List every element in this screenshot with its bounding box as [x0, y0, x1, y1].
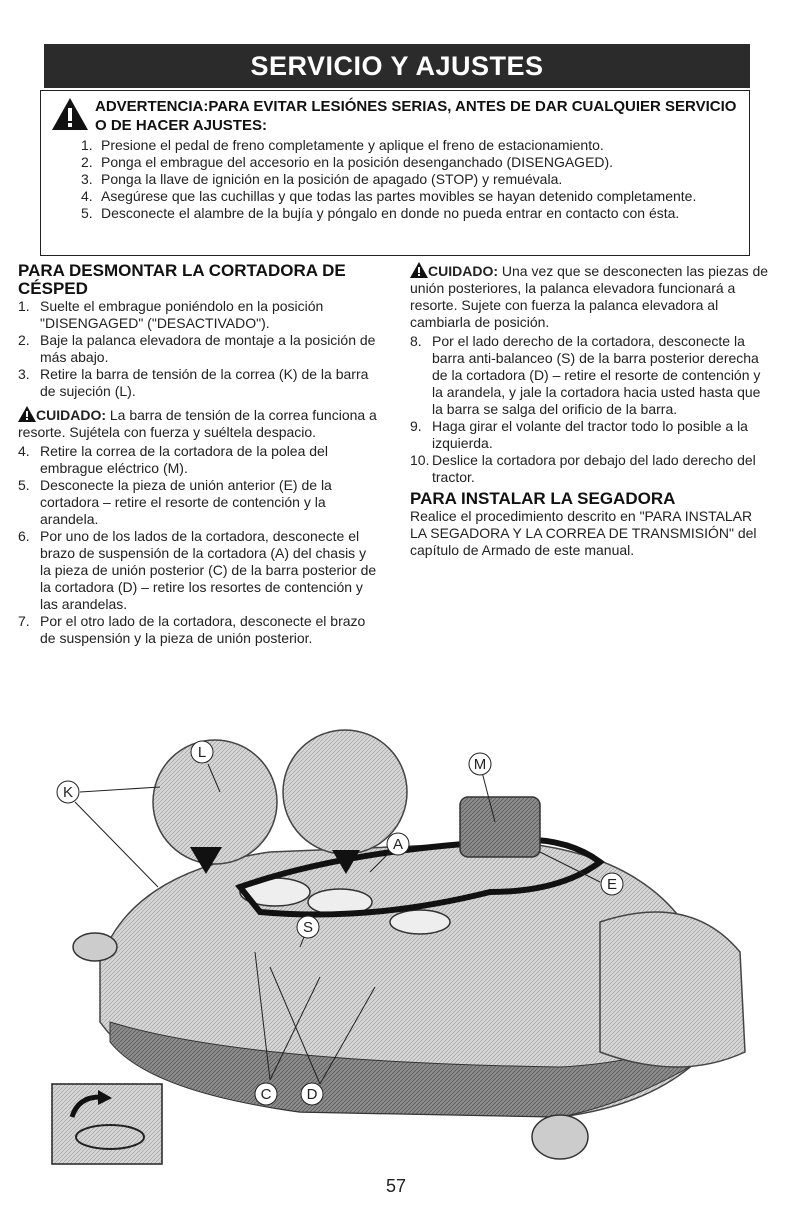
svg-text:E: E	[606, 876, 618, 893]
detail-circle-right	[283, 730, 407, 854]
caution-note-2: CUIDADO: Una vez que se desconecten las piezas de unión posteriores, la palanca elevadora funcionará a resorte. Sujete con fuerza la palanca elevadora al cambiarla de posición.	[410, 263, 769, 330]
discharge-chute	[600, 912, 745, 1067]
svg-text:C: C	[260, 1086, 272, 1103]
install-text: Realice el procedimiento descrito en "PARA INSTALAR LA SEGADORA Y LA CORREA DE TRANSMISIÓN" del capítulo de Armado de este manual.	[410, 508, 757, 558]
warning-item: 1. Presione el pedal de freno completamente y aplique el freno de estacionamiento.	[81, 137, 604, 153]
svg-text:L: L	[197, 744, 207, 761]
warning-item: 3. Ponga la llave de ignición en la posición de apagado (STOP) y remuévala.	[81, 171, 563, 187]
right-column	[410, 262, 770, 559]
step-item: 2. Baje la palanca elevadora de montaje a la posición de más abajo.	[18, 332, 376, 365]
step-item: 6. Por uno de los lados de la cortadora, desconecte el brazo de suspensión de la cortadora (A) del chasis y la pieza de unión posterior (C) de la barra posterior de la cortadora (D) – retire los resortes de contención y las arandelas.	[18, 528, 377, 612]
step-item: 1. Suelte el embrague poniéndolo en la posición "DISENGAGED" ("DESACTIVADO").	[18, 298, 324, 331]
remove-steps-a	[18, 298, 378, 400]
step-item: 3. Retire la barra de tensión de la correa (K) de la barra de sujeción (L).	[18, 366, 369, 399]
remove-heading: PARA DESMONTAR LA CORTADORA DE CÉSPED	[18, 261, 346, 298]
callout-D	[301, 1083, 323, 1105]
callout-M	[469, 753, 491, 775]
pulley-right	[390, 910, 450, 934]
deck-wheel-left	[73, 933, 117, 961]
mower-deck-figure	[40, 722, 752, 1172]
detail-circle-left	[153, 740, 277, 864]
step-item: 10. Deslice la cortadora por debajo del lado derecho del tractor.	[410, 452, 756, 485]
warning-triangle-icon	[51, 97, 89, 131]
caution-note-1: CUIDADO: La barra de tensión de la correa funciona a resorte. Sujétela con fuerza y suéltela despacio.	[18, 407, 377, 440]
svg-text:A: A	[392, 836, 404, 853]
step-item: 8. Por el lado derecho de la cortadora, desconecte la barra anti-balanceo (S) de la barra posterior derecha de la cortadora (D) – retire el resorte de contención y la arandela, y jale la cortadora hacia usted hasta que la barra se salga del orificio de la barra.	[410, 333, 761, 417]
svg-text:K: K	[62, 784, 74, 801]
remove-steps-b	[18, 443, 378, 647]
electric-clutch	[460, 797, 540, 857]
warning-list	[81, 137, 749, 222]
section-banner	[44, 44, 750, 88]
callout-C	[255, 1083, 277, 1105]
warning-box	[40, 90, 750, 256]
warning-heading: ADVERTENCIA:PARA EVITAR LESIÓNES SERIAS, ANTES DE DAR CUALQUIER SERVICIO O DE HACER AJUSTES:	[95, 98, 737, 134]
caution-triangle-icon	[18, 406, 36, 422]
install-heading: PARA INSTALAR LA SEGADORA	[410, 489, 676, 508]
svg-text:S: S	[302, 919, 314, 936]
deck-wheel-right	[532, 1115, 588, 1159]
page-number: 57	[385, 1176, 407, 1196]
warning-item: 4. Asegúrese que las cuchillas y que todas las partes movibles se hayan detenido completamente.	[81, 188, 697, 204]
callout-E	[601, 873, 623, 895]
callout-A	[387, 833, 409, 855]
step-item: 4. Retire la correa de la cortadora de la polea del embrague eléctrico (M).	[18, 443, 328, 476]
callout-L	[191, 741, 213, 763]
warning-item: 2. Ponga el embrague del accesorio en la posición desenganchado (DISENGAGED).	[81, 154, 614, 170]
step-item: 5. Desconecte la pieza de unión anterior (E) de la cortadora – retire el resorte de contención y la arandela.	[18, 477, 332, 527]
svg-text:D: D	[306, 1086, 318, 1103]
left-column	[18, 262, 378, 647]
warning-item: 5. Desconecte el alambre de la bujía y póngalo en donde no pueda entrar en contacto con ésta.	[81, 205, 680, 221]
banner-title: SERVICIO Y AJUSTES	[250, 50, 544, 81]
caution-triangle-icon	[410, 262, 428, 278]
callout-K	[57, 781, 79, 803]
step-item: 7. Por el otro lado de la cortadora, desconecte el brazo de suspensión y la pieza de unión posterior.	[18, 613, 366, 646]
step-item: 9. Haga girar el volante del tractor todo lo posible a la izquierda.	[410, 418, 748, 451]
svg-text:M: M	[473, 756, 487, 773]
callout-S	[297, 916, 319, 938]
remove-steps-c	[410, 333, 770, 486]
